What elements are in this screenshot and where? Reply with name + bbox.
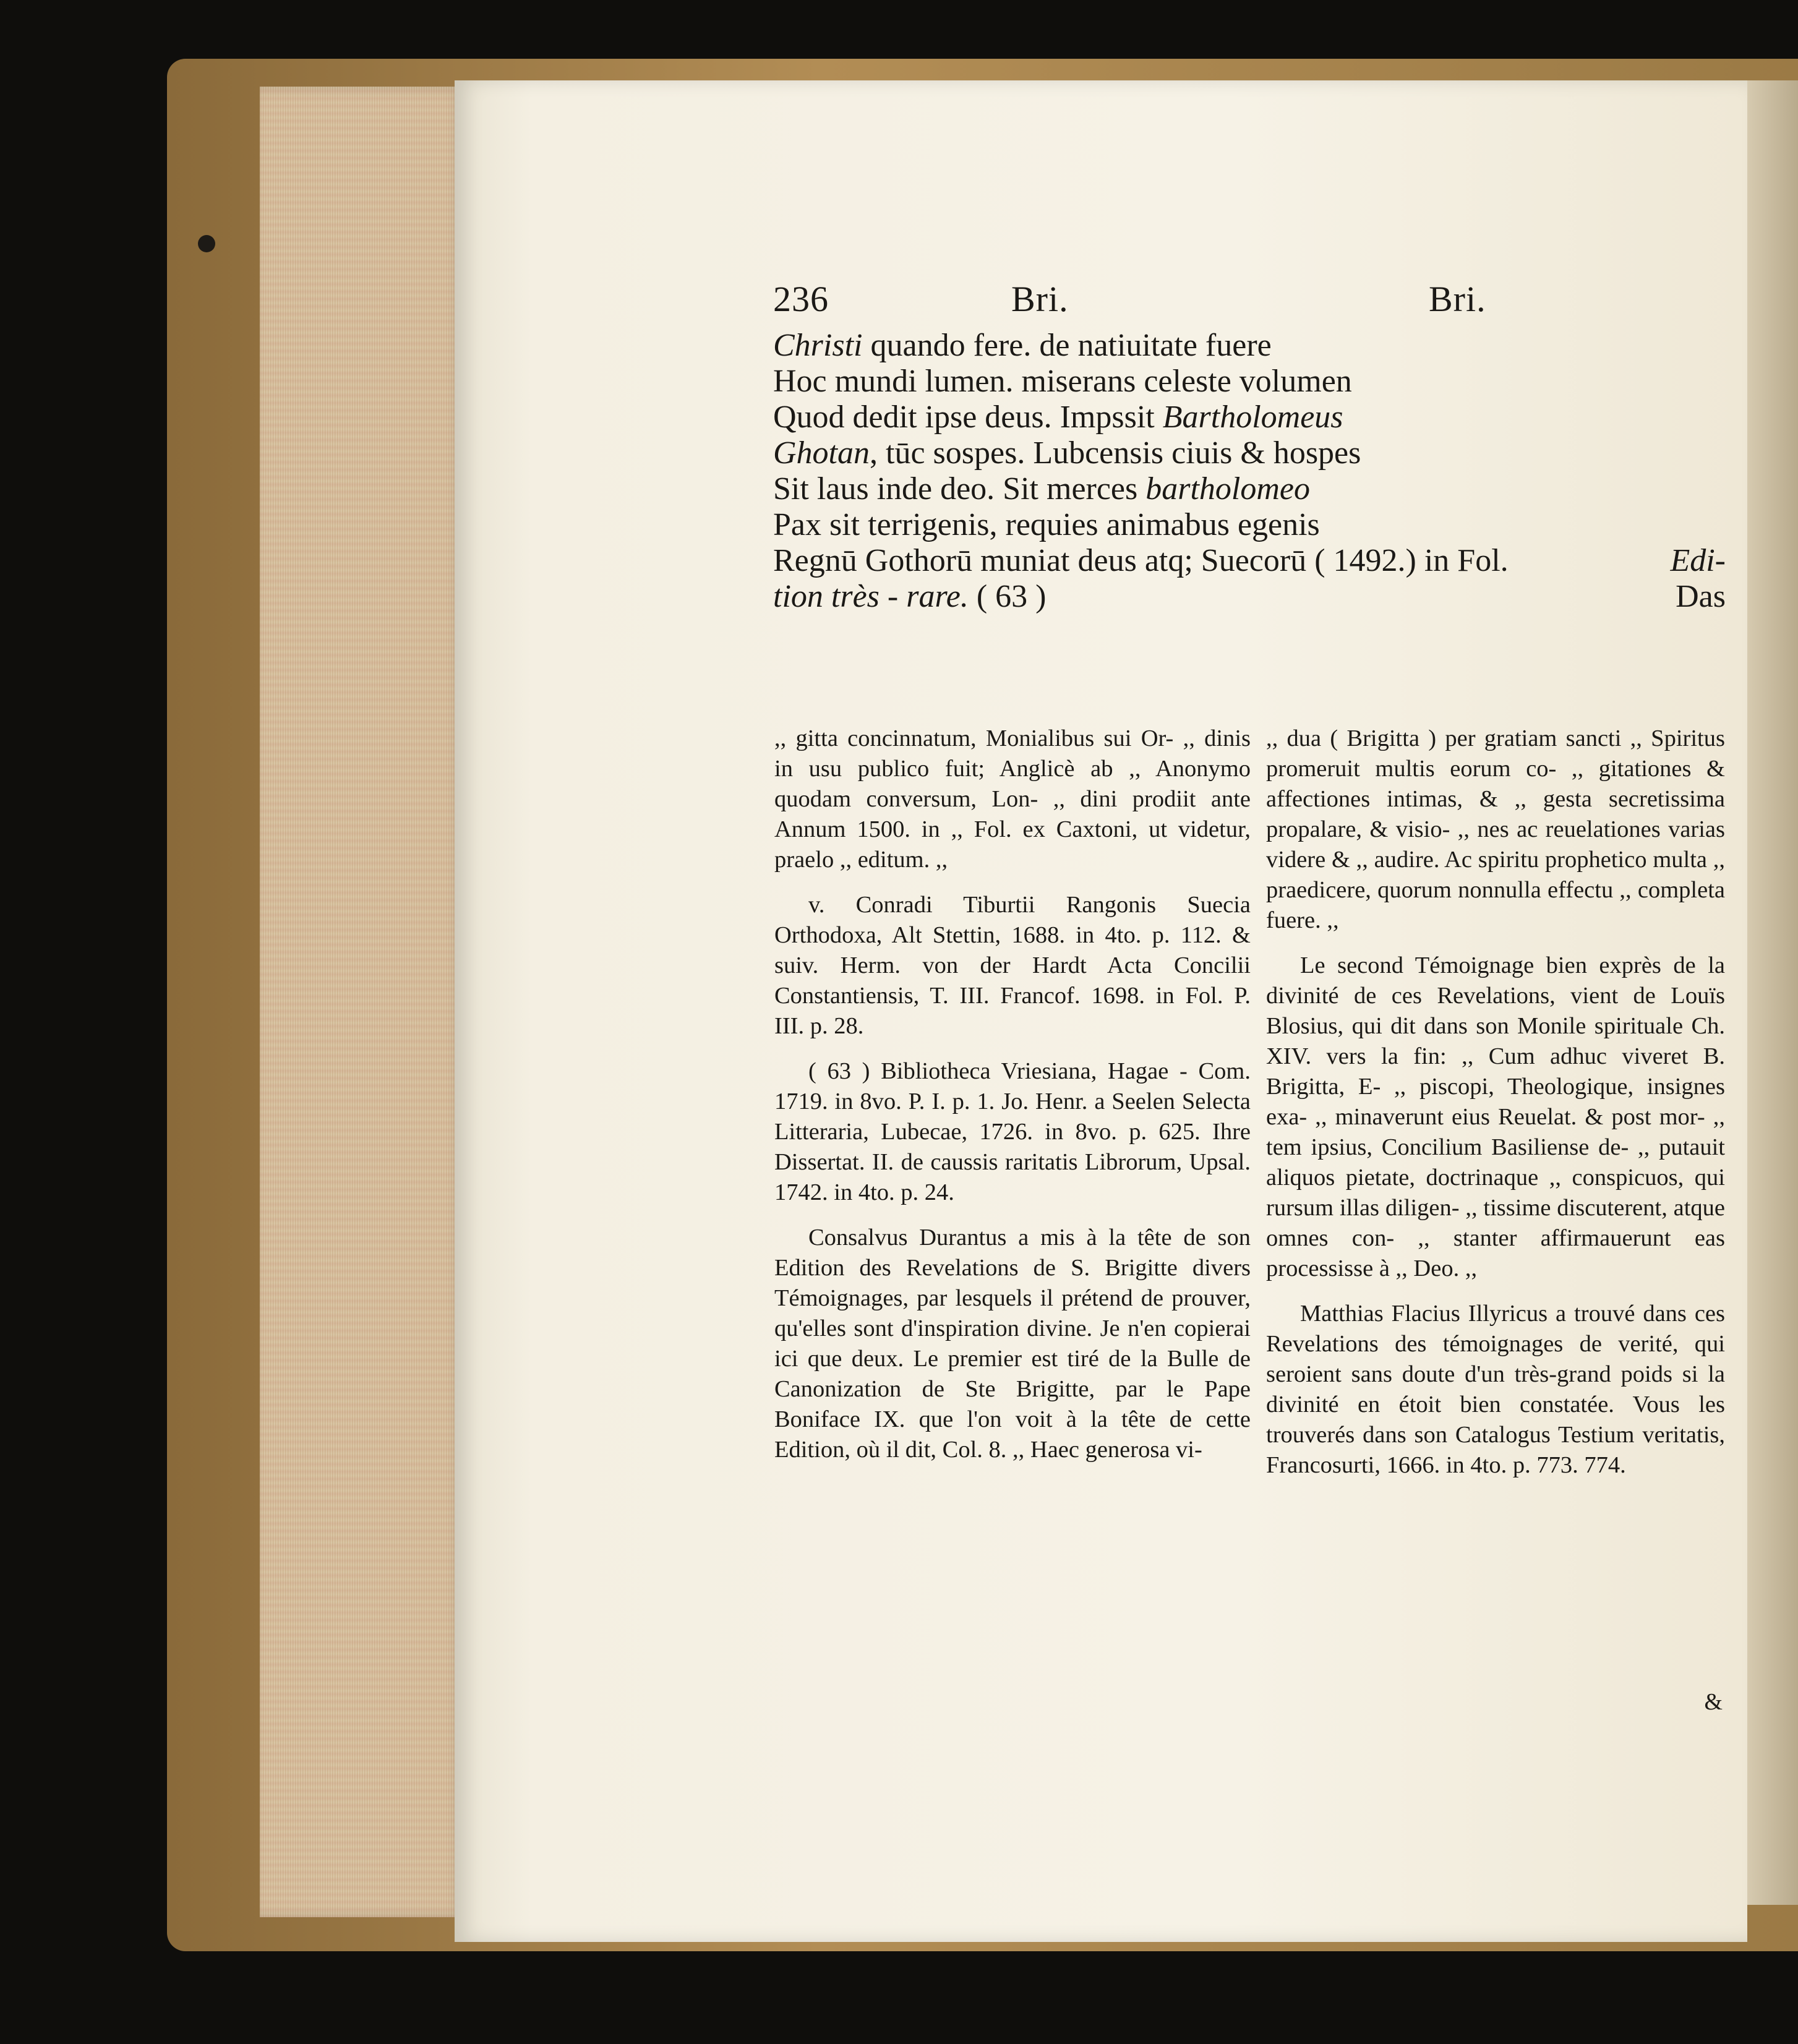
verse-colophon <box>773 328 1726 615</box>
verse-line-4: Ghotan, tūc sospes. Lubcensis ciuis & hospes <box>773 435 1361 471</box>
right-para-2: Le second Témoignage bien exprès de la divinité de ces Revelations, vient de Louïs Blosius, qui dit dans son Monile spirituale Ch. XIV. vers la fin: ,, Cum adhuc viveret B. Brigitta, E- ,, piscopi, Theologique, insignes exa- ,, minaverunt eius Reuelat. & post mor- ,, tem ipsius, Concilium Basiliense de- ,, putauit aliquos pietate, doctrinaque ,, conspicuos, qui rursum illas diligen- ,, tissime discuterent, atque omnes con- ,, stanter affirmauerunt eas processisse à ,, Deo. ,, <box>1266 952 1725 1281</box>
facing-page-edge <box>1744 80 1798 1905</box>
running-head-right: Bri. <box>1429 279 1486 319</box>
verse-line-3: Quod dedit ipse deus. Impssit Bartholomeus <box>773 400 1343 435</box>
left-para-2: v. Conradi Tiburtii Rangonis Suecia Orthodoxa, Alt Stettin, 1688. in 4to. p. 112. & suiv. Herm. von der Hardt Acta Concilii Constantiensis, T. III. Francof. 1698. in Fol. P. III. p. 28. <box>774 892 1251 1039</box>
page-number: 236 <box>773 279 829 319</box>
verse-line-8: tion très - rare. ( 63 ) Das <box>773 579 1726 614</box>
left-para-1: ,, gitta concinnatum, Monialibus sui Or- ,, dinis in usu publico fuit; Anglicè ab ,, Anonymo quodam conversum, Lon- ,, dini prodiit ante Annum 1500. in ,, Fol. ex Caxtoni, ut videtur, praelo ,, editum. ,, <box>774 725 1251 873</box>
verse-line-5: Sit laus inde deo. Sit merces bartholomeo <box>773 471 1311 507</box>
verse-line-7: Regnū Gothorū muniat deus atq; Suecorū ( 1492.) in Fol. Edi- <box>773 543 1726 578</box>
left-para-4: Consalvus Durantus a mis à la tête de son Edition des Revelations de S. Brigitte divers Témoignages, par lesquels il prétend de prouver, qu'elles sont d'inspiration divine. Je n'en copierai ici que deux. Le premier est tiré de la Bulle de Canonization de Ste Brigitte, par le Pape Boniface IX. que l'on voit à la tête de cette Edition, où il dit, Col. 8. ,, Haec generosa vi- <box>774 1225 1251 1463</box>
verse-edi: Edi- <box>1670 543 1726 578</box>
right-column <box>1266 724 1725 1495</box>
page-edges <box>260 87 464 1917</box>
right-para-3: Matthias Flacius Illyricus a trouvé dans ces Revelations des témoignages de verité, qui seroient sans doute d'un très-grand poids si la divinité en étoit bien constatée. Vous les trouverés dans son Catalogus Testium veritatis, Francosurti, 1666. in 4to. p. 773. 774. <box>1266 1301 1725 1478</box>
catchword: & <box>1704 1689 1723 1715</box>
left-para-3: ( 63 ) Bibliotheca Vriesiana, Hagae - Com. 1719. in 8vo. P. I. p. 1. Jo. Henr. a Seelen Selecta Litteraria, Lubecae, 1726. in 8vo. p. 625. Ihre Dissertat. II. de caussis raritatis Librorum, Upsal. 1742. in 4to. p. 24. <box>774 1058 1251 1205</box>
verse-line-1: Christi quando fere. de natiuitate fuere <box>773 328 1272 363</box>
verse-line-6: Pax sit terrigenis, requies animabus egenis <box>773 507 1320 542</box>
book-page <box>455 80 1747 1942</box>
right-para-1: ,, dua ( Brigitta ) per gratiam sancti ,, Spiritus promeruit multis eorum co- ,, gitationes & affectiones intimas, & ,, gesta secretissima propalare, & visio- ,, nes ac reuelationes varias videre & ,, audire. Ac spiritu prophetico multa ,, praedicere, quorum nonnulla effectu ,, completa fuere. ,, <box>1266 725 1725 933</box>
verse-line-2: Hoc mundi lumen. miserans celeste volumen <box>773 364 1352 399</box>
cover-spot <box>198 235 215 252</box>
running-head-left: Bri. <box>1011 279 1069 319</box>
verse-das: Das <box>1676 579 1726 614</box>
left-column <box>774 724 1251 1480</box>
